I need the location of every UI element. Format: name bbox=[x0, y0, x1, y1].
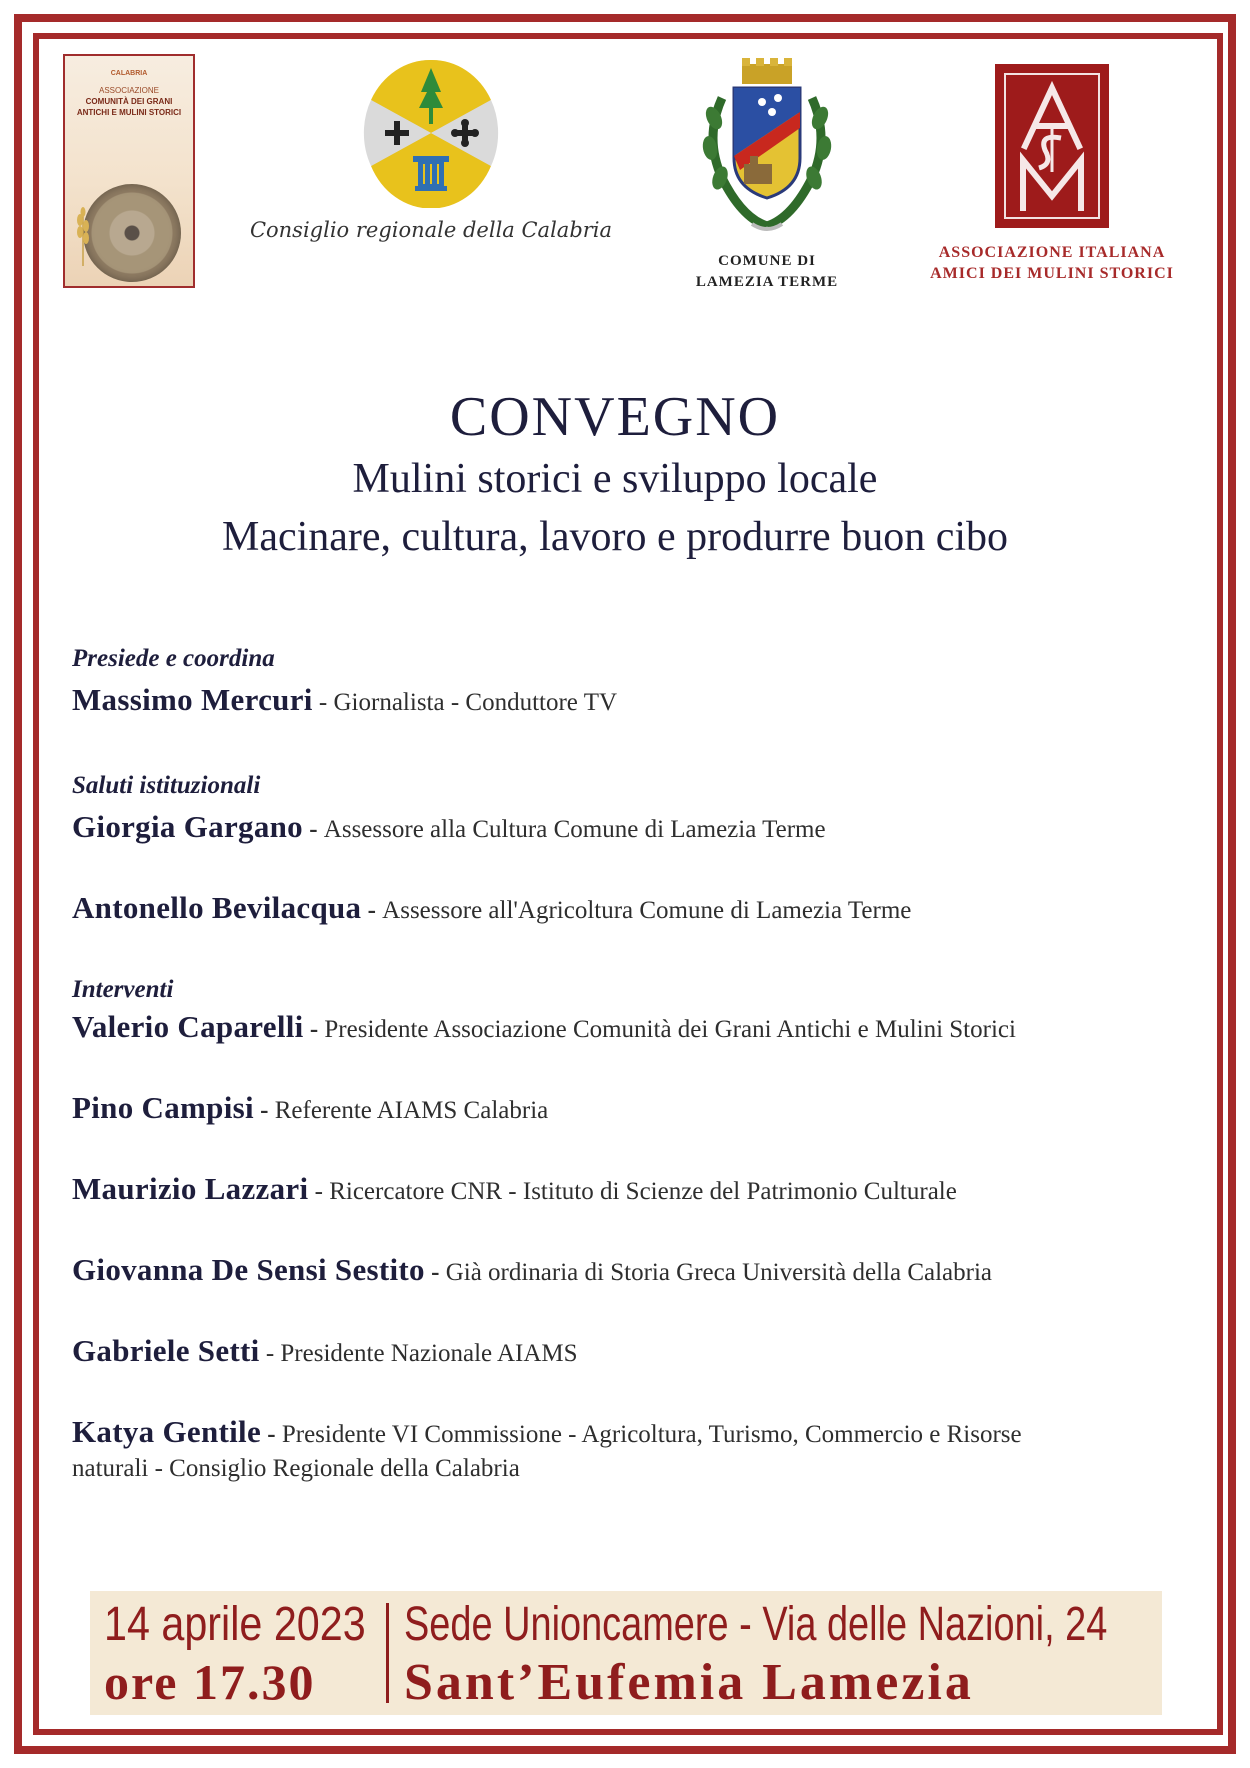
section-label-interventi: Interventi bbox=[72, 976, 174, 1003]
speaker-entry bbox=[72, 683, 1182, 720]
logo-comune-line2: LAMEZIA TERME bbox=[695, 274, 839, 290]
logo-comune-name bbox=[676, 251, 858, 293]
logo-aiams-line1: ASSOCIAZIONE ITALIANA bbox=[938, 244, 1166, 261]
speaker-name: Antonello Bevilacqua bbox=[72, 890, 362, 925]
speaker-role: Referente AIAMS Calabria bbox=[274, 1097, 549, 1124]
event-time: ore 17.30 bbox=[104, 1654, 316, 1710]
speaker-name: Valerio Caparelli bbox=[72, 1009, 304, 1044]
speaker-name: Gabriele Setti bbox=[72, 1333, 260, 1368]
event-city: Sant’Eufemia Lamezia bbox=[404, 1654, 974, 1711]
separator: - bbox=[318, 689, 334, 716]
speaker-name: Giovanna De Sensi Sestito bbox=[72, 1252, 425, 1287]
speaker-entry bbox=[72, 1415, 1082, 1486]
speaker-role: Assessore all'Agricoltura Comune di Lamezia Terme bbox=[382, 897, 912, 924]
wheat-icon bbox=[75, 206, 91, 266]
separator: - bbox=[431, 1259, 446, 1286]
speaker-entry bbox=[72, 810, 1182, 847]
divider bbox=[386, 1603, 389, 1703]
speaker-role: Presidente Associazione Comunità dei Grani Antichi e Mulini Storici bbox=[324, 1016, 1016, 1043]
aiams-monogram-icon bbox=[995, 64, 1109, 228]
subtitle-line-1: Mulini storici e sviluppo locale bbox=[352, 456, 878, 502]
subtitle-line-2: Macinare, cultura, lavoro e produrre buon cibo bbox=[221, 514, 1009, 560]
title-block bbox=[60, 384, 1170, 566]
logo-aiams-name bbox=[922, 242, 1182, 284]
logo-comune-line1: COMUNE DI bbox=[718, 253, 816, 269]
program bbox=[72, 645, 1182, 1486]
calabria-region-emblem-icon bbox=[363, 58, 499, 208]
separator: - bbox=[309, 816, 324, 843]
logo-aiams-line2: AMICI DEI MULINI STORICI bbox=[930, 265, 1174, 282]
speaker-role: Giornalista - Conduttore TV bbox=[333, 689, 618, 716]
separator: - bbox=[267, 1421, 282, 1448]
speaker-entry bbox=[72, 1334, 1182, 1371]
logo-consiglio-regionale bbox=[246, 58, 616, 276]
speaker-role: Presidente Nazionale AIAMS bbox=[280, 1340, 578, 1367]
speaker-entry bbox=[72, 1010, 1182, 1047]
separator: - bbox=[309, 1016, 325, 1043]
speaker-role: Assessore alla Cultura Comune di Lamezia Terme bbox=[323, 816, 826, 843]
section-label-saluti: Saluti istituzionali bbox=[72, 772, 261, 799]
speaker-name: Giorgia Gargano bbox=[72, 809, 303, 844]
speaker-entry bbox=[72, 1253, 1182, 1290]
logo-grani-antichi bbox=[63, 54, 195, 288]
logo-grani-top: CALABRIA bbox=[110, 70, 148, 77]
event-venue: Sede Unioncamere - Via delle Nazioni, 24 bbox=[404, 1598, 1108, 1651]
millstone-icon bbox=[83, 184, 181, 282]
speaker-role: Già ordinaria di Storia Greca Università della Calabria bbox=[445, 1259, 993, 1286]
separator: - bbox=[260, 1097, 275, 1124]
aiams-letters-icon bbox=[999, 68, 1105, 224]
section-label-presiede: Presiede e coordina bbox=[72, 645, 275, 672]
logo-consiglio-name: Consiglio regionale della Calabria bbox=[249, 218, 613, 242]
event-date: 14 aprile 2023 bbox=[104, 1598, 366, 1651]
speaker-role: Presidente VI Commissione - Agricoltura, Turismo, Commercio e Risorse naturali - Consiglio Regionale della Calabria bbox=[72, 1421, 1022, 1482]
lamezia-coat-of-arms-icon bbox=[692, 58, 842, 238]
logo-grani-line2: COMUNITÀ DEI GRANI ANTICHI E MULINI STORICI bbox=[76, 97, 182, 117]
speaker-name: Massimo Mercuri bbox=[72, 682, 313, 717]
speaker-name: Maurizio Lazzari bbox=[72, 1171, 309, 1206]
event-info-banner bbox=[90, 1591, 1162, 1715]
logo-aiams bbox=[922, 64, 1182, 298]
speaker-entry bbox=[72, 1091, 1182, 1128]
separator: - bbox=[367, 897, 383, 924]
logo-grani-line1: ASSOCIAZIONE bbox=[98, 86, 159, 95]
separator: - bbox=[314, 1178, 330, 1205]
speaker-name: Katya Gentile bbox=[72, 1414, 262, 1449]
speaker-role: Ricercatore CNR - Istituto di Scienze del Patrimonio Culturale bbox=[329, 1178, 957, 1205]
page-title: CONVEGNO bbox=[449, 386, 781, 448]
speaker-entry bbox=[72, 891, 1182, 928]
logo-comune-lamezia bbox=[676, 58, 858, 294]
separator: - bbox=[265, 1340, 281, 1367]
speaker-name: Pino Campisi bbox=[72, 1090, 254, 1125]
speaker-entry bbox=[72, 1172, 1182, 1209]
